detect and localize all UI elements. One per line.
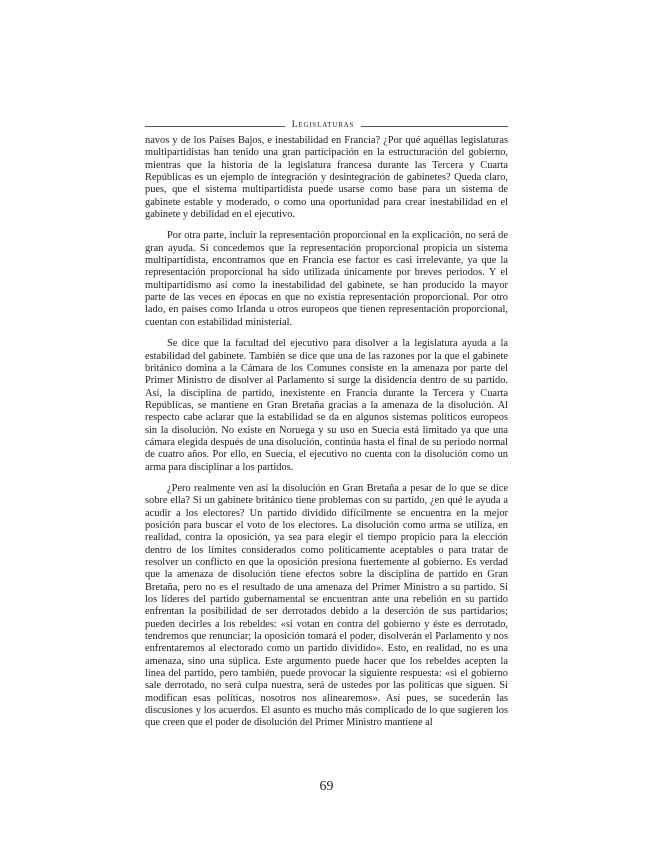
paragraph-1: navos y de los Países Bajos, e inestabilidad en Francia? ¿Por qué aquéllas legislaturas multipartidistas han tenido una gran participación en la estructuración del gobierno, mientras que la historia de la legislatura francesa durante las Tercera y Cuarta Repúblicas es un ejemplo de integración y desintegración de gabinetes? Queda claro, pues, que el sistema multipartidista puede usarse como base para un sistema de gabinete estable y moderado, o como una oportunidad para crear inestabilidad en el gabinete y debilidad en el ejecutivo. (145, 135, 508, 221)
header-rule-right (361, 126, 508, 127)
running-header (145, 118, 508, 132)
running-title: Legislaturas (291, 120, 355, 130)
page-number: 69 (319, 779, 334, 794)
body-text (145, 135, 508, 739)
header-rule-left (145, 126, 285, 127)
paragraph-4: ¿Pero realmente ven así la disolución en Gran Bretaña a pesar de lo que se dice sobre ella? Si un gabinete británico tiene problemas con su partido, ¿en qué le ayuda a acudir a los electores? Un partido dividido difícilmente se encuentra en la mejor posición para buscar el voto de los electores. La disolución como arma se utiliza, en realidad, contra la oposición, ya sea para elegir el tiempo propicio para la elección dentro de los límites considerados como políticamente aceptables o para tratar de resolver un conflicto en que la oposición presiona fuertemente al gobierno. Es verdad que la amenaza de disolución tiene efectos sobre la disciplina de partido en Gran Bretaña, pero no es el resultado de una amenaza del Primer Ministro a su partido. Si los líderes del partido gubernamental se encuentran ante una rebelión en su partido enfrentan la posibilidad de ser derrotados debido a la deserción de sus partidarios; pueden decirles a los rebeldes: «si votan en contra del gobierno y éste es derrotado, tendremos que renunciar; la oposición tomará el poder, disolverán el Parlamento y nos enfrentaremos al electorado como un partido dividido». Esto, en realidad, no es una amenaza, sino una súplica. Este argumento puede hacer que los rebeldes acepten la línea del partido, pero también, puede provocar la siguiente respuesta: «si el gobierno sale derrotado, no será culpa nuestra, será de ustedes por las políticas que siguen. Si modifican esas políticas, nosotros nos alinearemos». Así pues, se sucederán las discusiones y los acuerdos. El asunto es mucho más complicado de lo que sugieren los que creen que el poder de disolución del Primer Ministro mantiene al (145, 482, 508, 729)
paragraph-3: Se dice que la facultad del ejecutivo para disolver a la legislatura ayuda a la estabilidad del gabinete. También se dice que una de las razones por la que el gabinete británico domina a la Cámara de los Comunes consiste en la amenaza por parte del Primer Ministro de disolver al Parlamento si surge la disidencia dentro de su partido. Así, la disciplina de partido, inexistente en Francia durante la Tercera y Cuarta Repúblicas, se mantiene en Gran Bretaña gracias a la amenaza de la disolución. Al respecto cabe aclarar que la estabilidad se da en algunos sistemas políticos europeos sin la disolución. No existe en Noruega y su uso en Suecia está limitado ya que una cámara elegida después de una disolución, continúa hasta el final de su periodo normal de cuatro años. Por ello, en Suecia, el ejecutivo no cuenta con la disolución como un arma para disciplinar a los partidos. (145, 338, 508, 473)
paragraph-2: Por otra parte, incluir la representación proporcional en la explicación, no será de gran ayuda. Si concedemos que la representación proporcional propicia un sistema multipartidista, encontramos que en Francia ese factor es casi irrelevante, ya que la representación proporcional ha sido utilizada únicamente por breves periodos. Y el multipartidismo así como la inestabilidad del gabinete, se han producido la mayor parte de las veces en épocas en que no existía representación proporcional. Por otro lado, en países como Irlanda u otros europeos que tienen representación proporcional, cuentan con estabilidad ministerial. (145, 230, 508, 328)
